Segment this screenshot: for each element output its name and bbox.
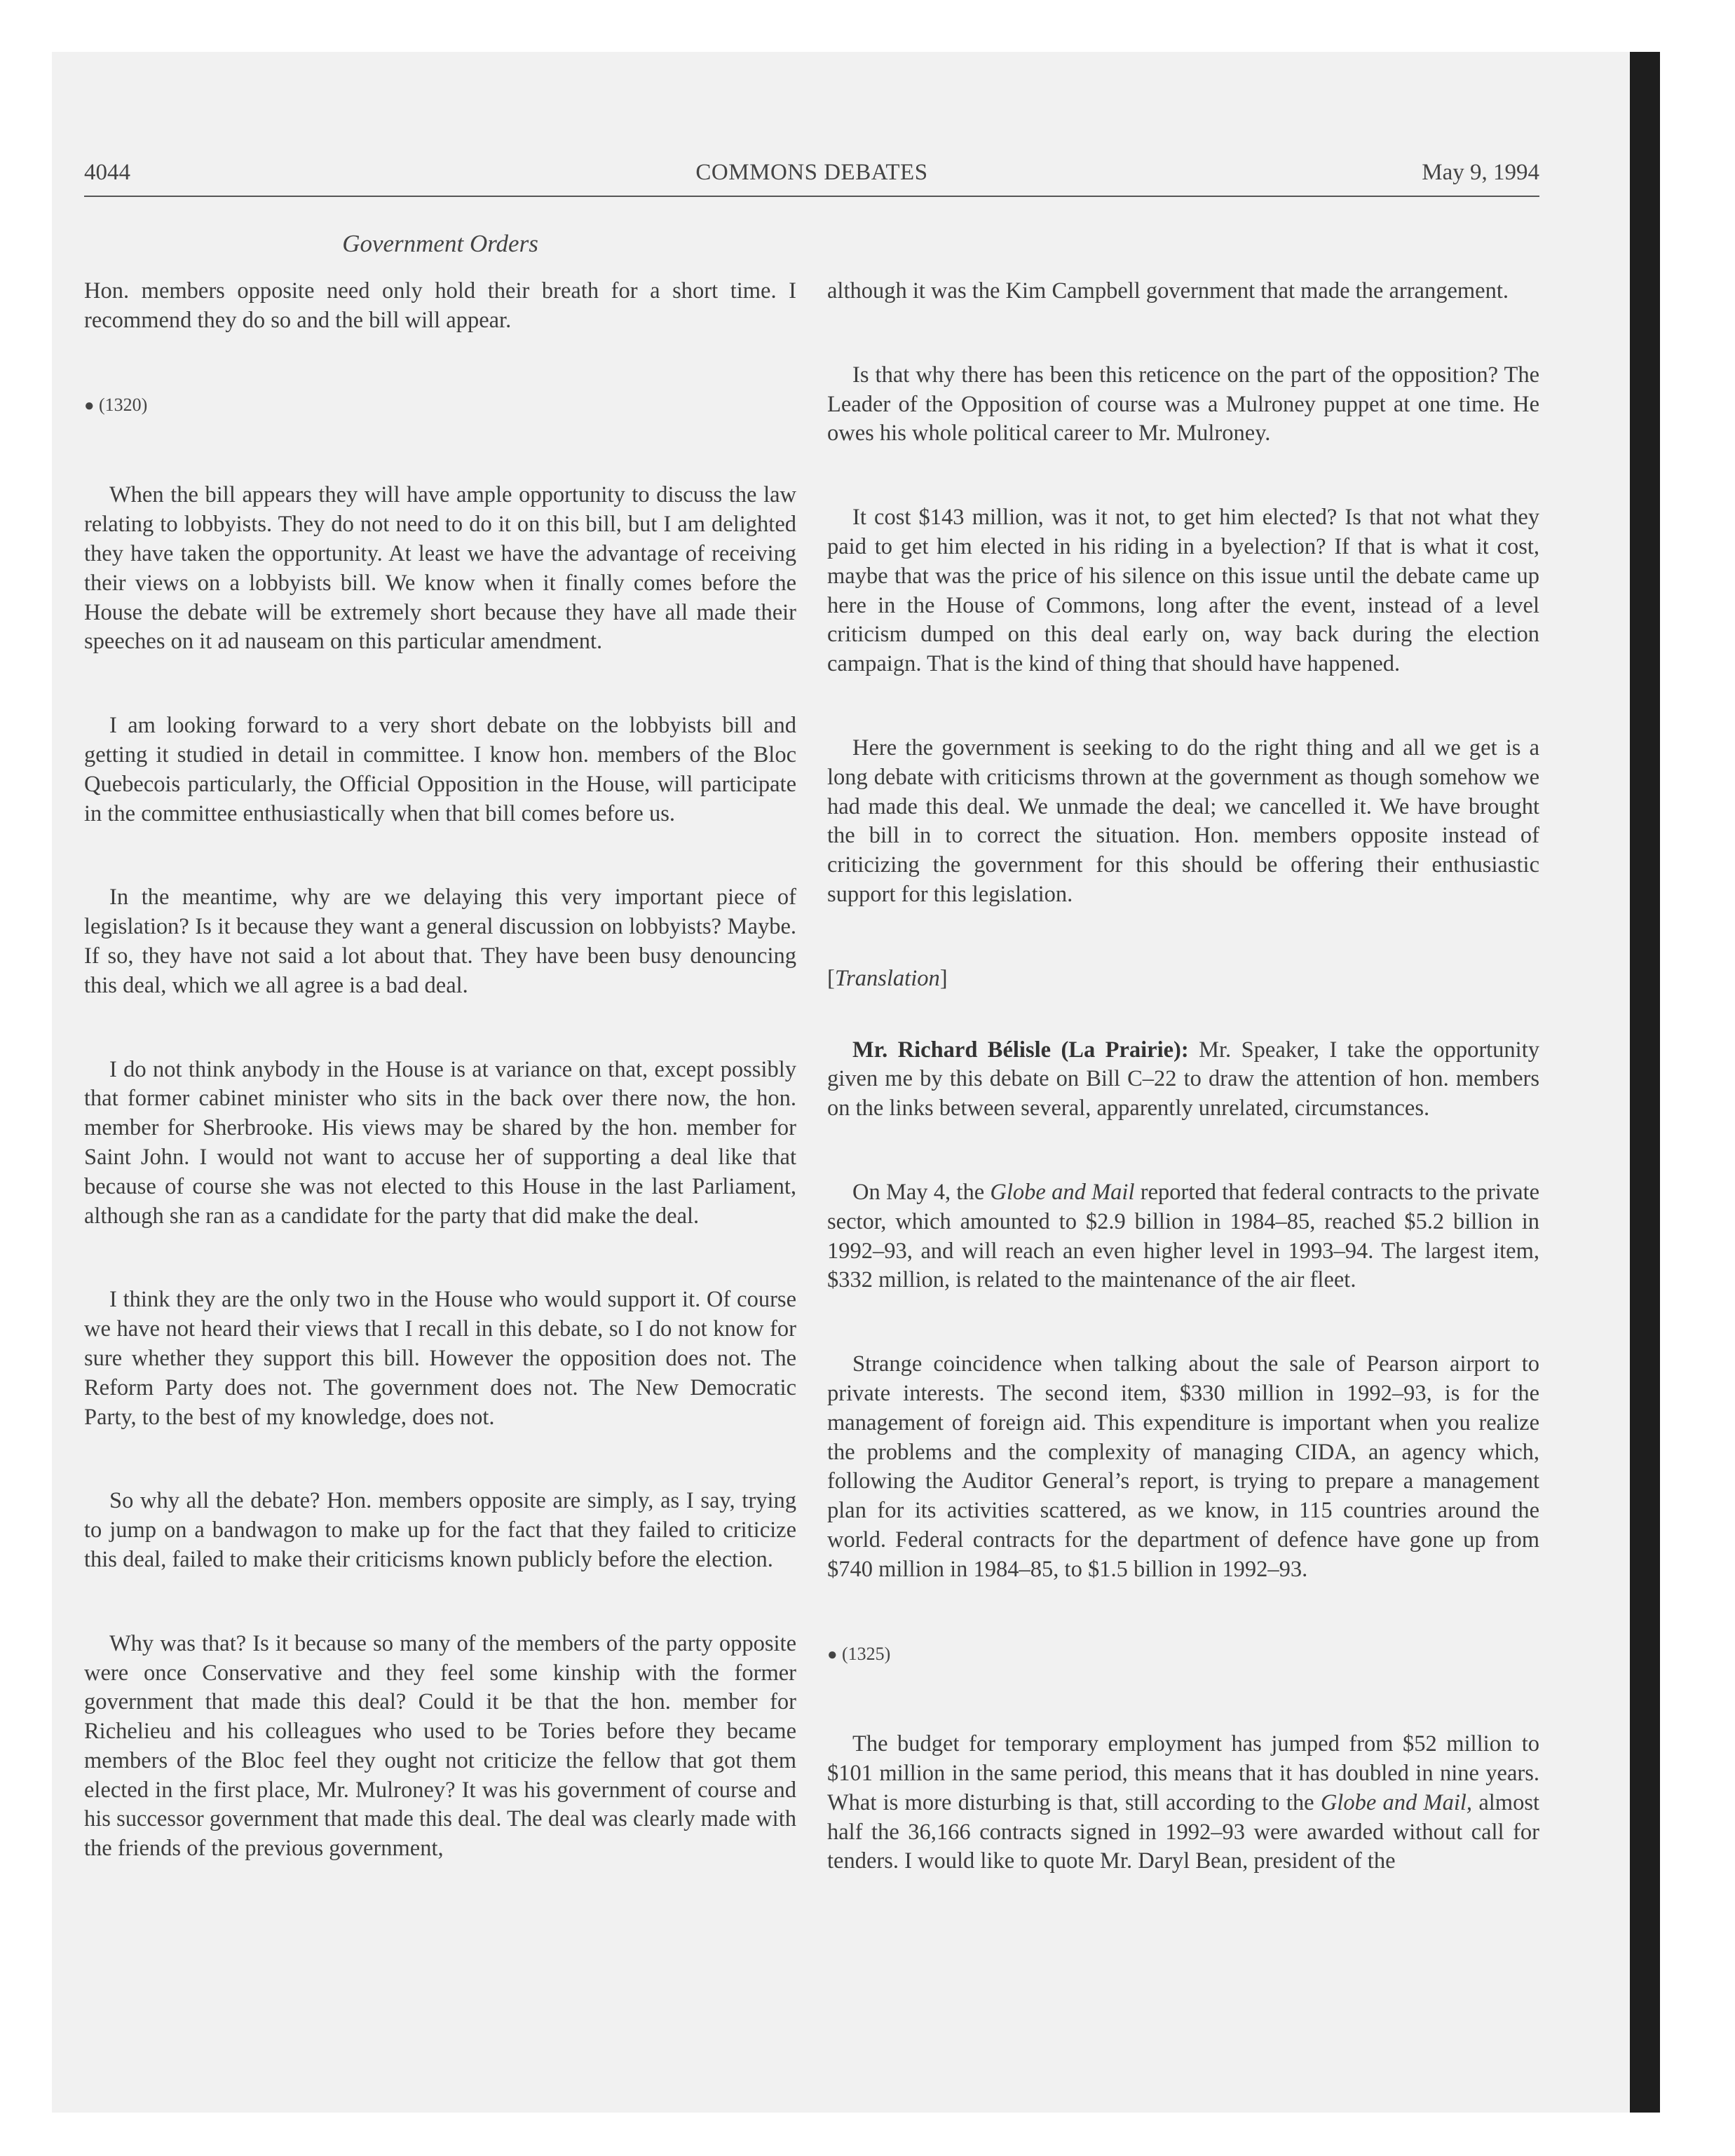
section-title: Government Orders [342,230,538,257]
paragraph: Here the government is seeking to do the right thing and all we get is a long debate with criticisms thrown at the government as though somehow we had made this deal. We unmade the deal; we cancelled it. We have brought the bill in to correct the situation. Hon. members opposite instead of criticizing the government for this should be offering their enthusiastic support for this legislation. [827,735,1539,907]
paragraph: Is that why there has been this reticence on the part of the opposition? The Leader of the Opposition of course was a Mulroney puppet at one time. He owes his whole political career to Mr. Mulroney. [827,362,1539,446]
paragraph: I think they are the only two in the House who would support it. Of course we have not heard their views that I recall in this debate, so I do not know for sure whether they support this bill. However the opposition does not. The Reform Party does not. The government does not. The New Democratic Party, to the best of my knowledge, does not. [84,1287,796,1430]
page-header [84,156,1539,188]
paragraph: So why all the debate? Hon. members opposite are simply, as I say, trying to jump on a bandwagon to make up for the fact that they failed to criticize this deal, failed to make their criticisms known publicly before the election. [84,1488,796,1572]
bullet-icon: ● [827,1645,838,1664]
header-rule [84,196,1539,197]
scan-edge-shadow [1630,52,1660,2113]
newspaper-name: Globe and Mail, [1320,1789,1473,1815]
right-column [827,277,1539,1931]
paragraph: When the bill appears they will have ample opportunity to discuss the law relating to lobbyists. They do not need to do it on this bill, but I am delighted they have taken the opportunity. At least we have the advantage of receiving their views on a lobbyists bill. We know when it finally comes before the House the debate will be extremely short because they have all made their speeches on it ad nauseam on this particular amendment. [84,482,796,655]
paragraph: On May 4, the Globe and Mail reported that federal contracts to the private sector, which amounted to $2.9 billion in 1984–85, reached $5.2 billion in 1992–93, and will reach an even higher level in 1993–94. The largest item, $332 million, is related to the maintenance of the air fleet. [827,1179,1540,1293]
paragraph: Hon. members opposite need only hold their breath for a short time. I recommend they do so and the bill will appear. [84,278,796,333]
time-marker [827,1639,1539,1670]
paragraph: Why was that? Is it because so many of the members of the party opposite were once Conservative and they feel some kinship with the former government that made this deal? Could it be that the hon. member for Richelieu and his colleagues who used to be Tories before they became members of the Bloc feel they ought not criticize the fellow that got them elected in the first place, Mr. Mulroney? It was his government of course and his successor government that made this deal. The deal was clearly made with the friends of the previous government, [84,1630,796,1862]
page-number: 4044 [84,160,130,185]
paragraph: Strange coincidence when talking about the sale of Pearson airport to private interests. The second item, $330 million in 1992–93, is for the management of foreign aid. This expenditure is important when you realize the problems and the complexity of managing CIDA, an agency which, following the Auditor General’s report, is trying to prepare a management plan for its activities scattered, as we know, in 115 countries around the world. Federal contracts for the department of defence have gone up from $740 million in 1984–85, to $1.5 billion in 1992–93. [827,1351,1539,1582]
speech-intro [827,1036,1539,1124]
speaker-name: Mr. Richard Bélisle (La Prairie): [852,1037,1189,1063]
left-column [84,277,796,1918]
newspaper-name: Globe and Mail [990,1179,1135,1205]
time-marker-label: (1325) [842,1643,891,1664]
paragraph: It cost $143 million, was it not, to get him elected? Is that not what they paid to get him elected in his riding in a byelection? If that is what it cost, maybe that was the price of his silence on this issue until the debate came up here in the House of Commons, long after the event, instead of a level criticism dumped on this deal early on, way back during the election campaign. That is the kind of thing that should have happened. [827,505,1539,677]
publication-title: COMMONS DEBATES [695,160,928,185]
paragraph: I am looking forward to a very short debate on the lobbyists bill and getting it studied in detail in committee. I know hon. members of the Bloc Quebecois particularly, the Official Opposition in the House, will participate in the committee enthusiastically when that bill comes before us. [84,713,796,826]
bullet-icon: ● [84,396,95,415]
paragraph: The budget for temporary employment has jumped from $52 million to $101 million in the same period, this means that it has doubled in nine years. What is more disturbing is that, still according to the Globe and Mail, almost half the 36,166 contracts signed in 1992–93 were awarded without call for tenders. I would like to quote Mr. Daryl Bean, president of the [827,1731,1540,1874]
paragraph: I do not think anybody in the House is at variance on that, except possibly that former cabinet minister who sits in the back over there now, the hon. member for Sherbrooke. His views may be shared by the hon. member for Saint John. I would not want to accuse her of supporting a deal like that because of course she was not elected to this House in the last Parliament, although she ran as a candidate for the party that did make the deal. [84,1056,796,1229]
issue-date: May 9, 1994 [1422,160,1539,185]
time-marker [84,390,796,421]
speech-text: Mr. Speaker, I take the opportunity given me by this debate on Bill C–22 to draw the attention of hon. members on the links between several, apparently unrelated, circumstances. [827,1037,1539,1121]
time-marker-label: (1320) [99,394,148,415]
paragraph: In the meantime, why are we delaying this very important piece of legislation? Is it because they want a general discussion on lobbyists? Maybe. If so, they have not said a lot about that. They have been busy denouncing this deal, which we all agree is a bad deal. [84,885,796,998]
translation-label: Translation [834,965,940,991]
translation-note: [Translation] [827,965,948,991]
paragraph: although it was the Kim Campbell government that made the arrangement. [827,278,1509,303]
